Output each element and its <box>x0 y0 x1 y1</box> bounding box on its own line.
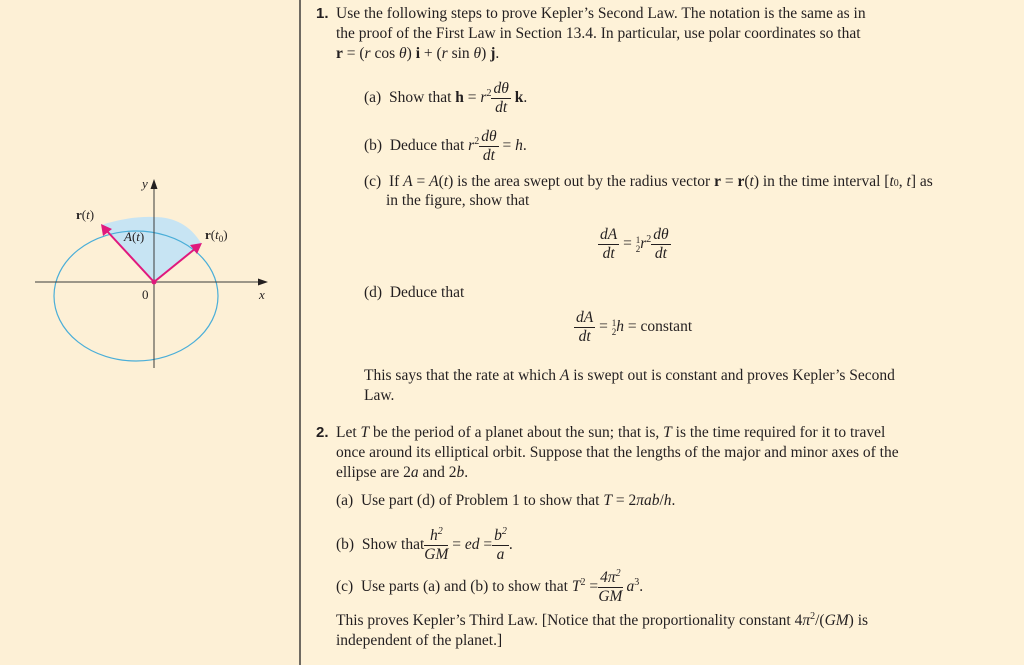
y-axis-label: y <box>142 176 148 191</box>
problem-2c: (c) Use parts (a) and (b) to show that $T^2$ = $\frac{4\pi^2}{GM}$ $a^3$. <box>336 567 644 605</box>
problem-2-intro-line2: once around its elliptical orbit. Suppose that the lengths of the major and minor axes of the <box>336 444 899 461</box>
problems-panel <box>301 0 1024 665</box>
r-t-label: r(t) <box>76 207 95 222</box>
problem-2b: (b) Show that $\frac{h^2}{GM}$ = ed = $\frac{b^2}{a}$ . <box>336 525 513 563</box>
problem-1c-line1: (c) If A = A(t) is the area swept out by the radius vector r = r(t) in the time interval [t0, t] as <box>364 173 933 190</box>
problem-1a: (a) Show that $h = r^2$ $\frac{d\theta}{dt}$ k. <box>364 80 528 116</box>
problem-2-conclusion-line2: independent of the planet.] <box>336 632 503 649</box>
problem-2-intro-line1: Let T be the period of a planet about the sun; that is, T is the time required for it to travel <box>336 424 886 441</box>
r-t0-label: $r(t_0)$ <box>205 227 228 244</box>
origin-point <box>152 280 157 285</box>
problem-1c-line2: in the figure, show that <box>386 192 530 209</box>
x-axis-label: x <box>259 287 265 302</box>
y-axis-arrow-icon <box>151 179 158 189</box>
problem-1-conclusion-line1: This says that the rate at which A is swept out is constant and proves Kepler’s Second <box>364 367 895 384</box>
figure-panel <box>0 0 299 665</box>
problem-2-intro-line3: ellipse are 2a and 2b. <box>336 464 469 481</box>
problem-1d-equation: $\frac{dA}{dt}$ = 1 2 h = constant <box>576 309 693 345</box>
area-label: A(t) <box>124 229 145 244</box>
problem-1-number: 1. <box>316 5 329 22</box>
origin-label: 0 <box>142 287 149 302</box>
problem-2a: (a) Use part (d) of Problem 1 to show that T = 2πab/h. <box>336 492 676 509</box>
kepler-orbit-figure <box>0 170 299 370</box>
problem-1-conclusion-line2: Law. <box>364 387 395 404</box>
problem-1c-equation: $\frac{dA}{dt}$ = 1 2 $r^2$ $\frac{d\theta}{dt}$ <box>600 226 669 262</box>
problem-2-conclusion-line1: This proves Kepler’s Third Law. [Notice that the proportionality constant $4\pi^2/(GM)$ is <box>336 610 869 629</box>
problem-1-intro-line3: r = (r cos θ) i + (r sin θ) j. <box>336 45 500 62</box>
problem-1-intro-line2: the proof of the First Law in Section 13.4. In particular, use polar coordinates so that <box>336 25 861 42</box>
problem-1b: (b) Deduce that $r^2$ $\frac{d\theta}{dt}$ = h. <box>364 128 527 164</box>
problem-2-number: 2. <box>316 424 329 441</box>
swept-area <box>101 217 201 282</box>
problem-1d: (d) Deduce that <box>364 284 465 301</box>
problem-1-intro-line1: Use the following steps to prove Kepler’s Second Law. The notation is the same as in <box>336 5 866 22</box>
x-axis-arrow-icon <box>258 279 268 286</box>
